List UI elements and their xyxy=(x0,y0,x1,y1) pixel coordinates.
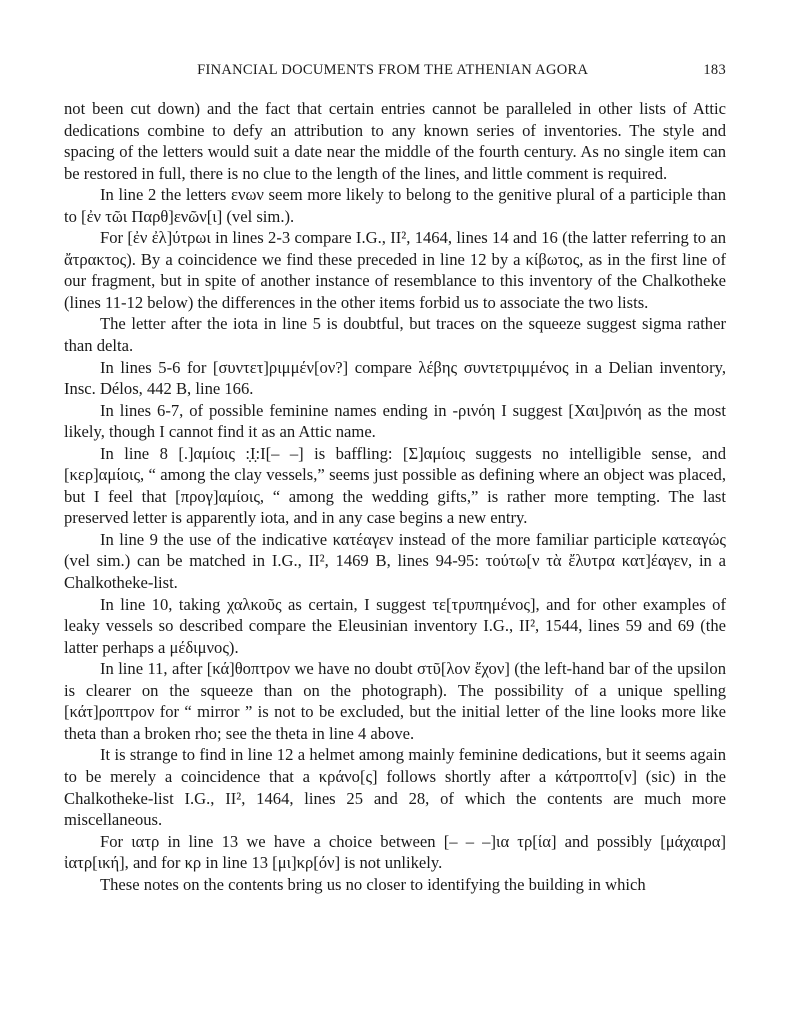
paragraph: It is strange to find in line 12 a helmet among mainly feminine dedications, but it seems again to be merely a coincidence that a κράνο[ς] follows shortly after a κάτροπτο[ν] (sic) in the Chalkotheke-list I.G., II², 1464, lines 25 and 28, of which the contents are much more miscellaneous. xyxy=(64,745,726,830)
paragraph: For ιατρ in line 13 we have a choice between [– – –]ια τρ[ία] and possibly [μάχαιρα] ἰατρ[ική], and for κρ in line 13 [μι]κρ[όν] is not unlikely. xyxy=(64,831,726,873)
body-text xyxy=(64,98,726,895)
paragraph: In lines 6-7, of possible feminine names ending in -ρινόη I suggest [Χαι]ρινόη as the most likely, though I cannot find it as an Attic name. xyxy=(64,400,726,442)
paragraph: In line 2 the letters ενων seem more likely to belong to the genitive plural of a participle than to [ἐν τῶι Παρθ]ενῶν[ι] (vel sim.). xyxy=(64,185,726,226)
paragraph: In lines 5-6 for [συντετ]ριμμέν[ον?] compare λέβης συντετριμμένος in a Delian inventory, Insc. Délos, 442 B, line 166. xyxy=(64,357,726,399)
paragraph: not been cut down) and the fact that certain entries cannot be paralleled in other lists of Attic dedications combine to defy an attribution to any known series of inventories. The style and spacing of the letters would suit a date near the middle of the fourth century. As no single item can be restored in full, there is no clue to the length of the lines, and little comment is required. xyxy=(64,99,726,183)
running-title: FINANCIAL DOCUMENTS FROM THE ATHENIAN AGORA xyxy=(197,62,589,78)
paragraph: In line 10, taking χαλκοῦς as certain, I suggest τε[τρυπημένος], and for other examples of leaky vessels so described compare the Eleusinian inventory I.G., II², 1544, lines 59 and 69 (the latter perhaps a μέδιμνος). xyxy=(64,594,726,657)
paragraph: In line 11, after [κά]θοπτρον we have no doubt στῦ[λον ἔχον] (the left-hand bar of the upsilon is clearer on the squeeze than on the photograph). The possibility of a unique spelling [κάτ]ροπτρον for “ mirror ” is not to be excluded, but the initial letter of the line looks more like theta than a broken rho; see the theta in line 4 above. xyxy=(64,659,726,743)
paragraph: For [ἐν ἐλ]ύτρωι in lines 2-3 compare I.G., II², 1464, lines 14 and 16 (the latter referring to an ἄτρακτος). By a coincidence we find these preceded in line 12 by a κίβωτος, as in the first line of our fragment, but in spite of another instance of resemblance to this inventory of the Chalkotheke (lines 11-12 below) the differences in the other items forbid us to associate the two lists. xyxy=(64,228,726,312)
page xyxy=(64,62,726,895)
paragraph: In line 8 [.]αμίοις :̣Ι̣:Ι[– –] is baffling: [Σ]αμίοις suggests no intelligible sense, and [κερ]αμίοις, “ among the clay vessels,” seems just possible as defining where an object was placed, but I feel that [προγ]αμίοις, “ among the wedding gifts,” is rather more tempting. The last preserved letter is apparently iota, and in any case begins a new entry. xyxy=(64,443,726,528)
paragraph: In line 9 the use of the indicative κατέαγεν instead of the more familiar participle κατεαγώς (vel sim.) can be matched in I.G., II², 1469 B, lines 94-95: τούτω[ν τὰ ἔλυτρα κατ]έαγεν, in a Chalkotheke-list. xyxy=(64,529,726,593)
page-number: 183 xyxy=(703,62,726,78)
paragraph: These notes on the contents bring us no closer to identifying the building in which xyxy=(100,874,646,894)
paragraph: The letter after the iota in line 5 is doubtful, but traces on the squeeze suggest sigma rather than delta. xyxy=(64,314,726,356)
running-head xyxy=(64,62,726,84)
